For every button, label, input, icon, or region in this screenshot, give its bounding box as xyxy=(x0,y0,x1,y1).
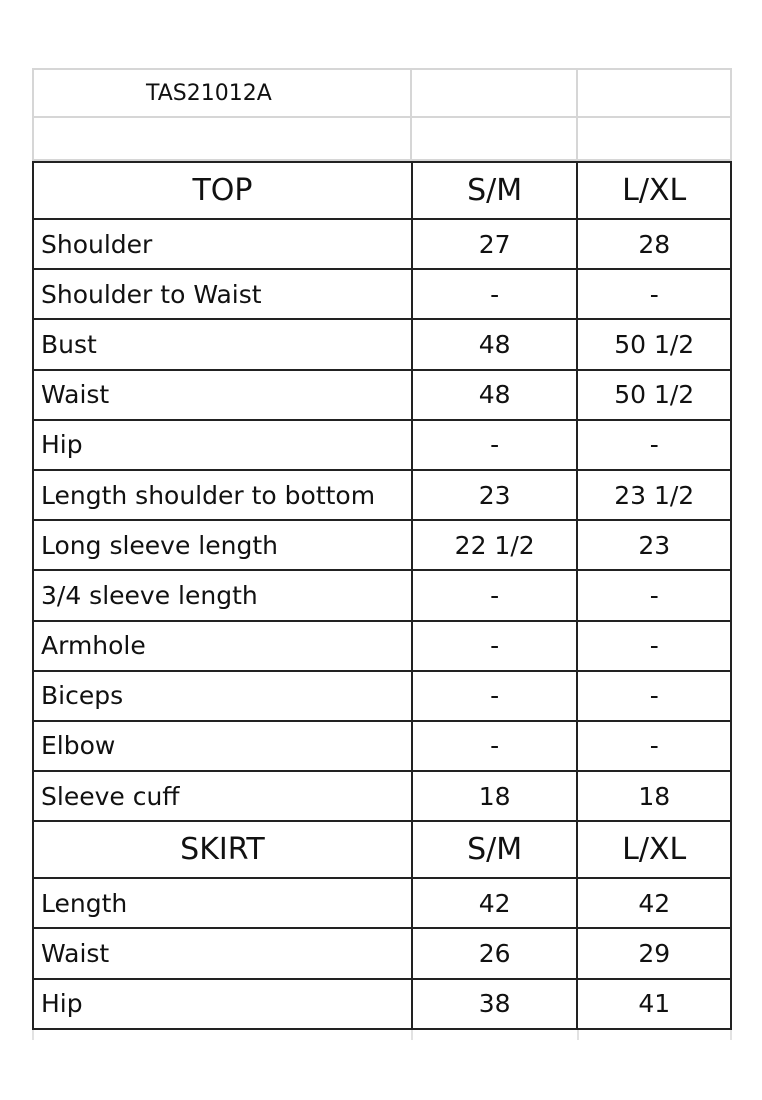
size-lxl-value[interactable]: 23 1/2 xyxy=(578,471,732,521)
size-lxl-value[interactable]: 42 xyxy=(578,879,732,929)
measurement-row xyxy=(34,571,732,621)
top-header-row xyxy=(34,163,732,220)
measurement-label[interactable]: Length shoulder to bottom xyxy=(34,471,413,521)
size-sm-value[interactable]: - xyxy=(413,421,579,471)
sheet-title-row xyxy=(32,68,732,118)
size-sm-value[interactable]: 48 xyxy=(413,320,579,370)
size-lxl-value[interactable]: - xyxy=(578,421,732,471)
measurement-label[interactable]: 3/4 sleeve length xyxy=(34,571,413,621)
size-lxl-value[interactable]: 50 1/2 xyxy=(578,320,732,370)
measurement-label[interactable]: Biceps xyxy=(34,672,413,722)
measurement-row xyxy=(34,220,732,270)
measurement-label[interactable]: Elbow xyxy=(34,722,413,772)
size-lxl-value[interactable]: - xyxy=(578,722,732,772)
measurement-label[interactable]: Bust xyxy=(34,320,413,370)
size-lxl-value[interactable]: - xyxy=(578,622,732,672)
size-lxl-value[interactable]: - xyxy=(578,571,732,621)
top-section-header[interactable]: TOP xyxy=(34,163,413,220)
grid-continuation xyxy=(577,1030,579,1040)
size-sm-value[interactable]: 22 1/2 xyxy=(413,521,579,571)
empty-cell[interactable] xyxy=(578,118,732,161)
size-lxl-value[interactable]: 41 xyxy=(578,980,732,1030)
size-sm-value[interactable]: 18 xyxy=(413,772,579,822)
measurement-row xyxy=(34,879,732,929)
size-lxl-value[interactable]: - xyxy=(578,672,732,722)
measurement-row xyxy=(34,421,732,471)
measurement-row xyxy=(34,471,732,521)
measurement-label[interactable]: Shoulder xyxy=(34,220,413,270)
measurement-label[interactable]: Hip xyxy=(34,980,413,1030)
measurement-label[interactable]: Armhole xyxy=(34,622,413,672)
measurement-row xyxy=(34,521,732,571)
measurement-row xyxy=(34,929,732,979)
measurement-label[interactable]: Long sleeve length xyxy=(34,521,413,571)
empty-cell[interactable] xyxy=(412,68,578,118)
size-sm-value[interactable]: - xyxy=(413,722,579,772)
size-sm-value[interactable]: - xyxy=(413,270,579,320)
grid-continuation xyxy=(411,1030,413,1040)
size-sm-value[interactable]: - xyxy=(413,672,579,722)
empty-cell[interactable] xyxy=(412,118,578,161)
measurement-row xyxy=(34,980,732,1030)
empty-cell[interactable] xyxy=(578,68,732,118)
size-lxl-header[interactable]: L/XL xyxy=(578,163,732,220)
measurement-table xyxy=(32,161,732,1030)
size-lxl-value[interactable]: 23 xyxy=(578,521,732,571)
measurement-row xyxy=(34,722,732,772)
size-sm-value[interactable]: 48 xyxy=(413,371,579,421)
style-code: TAS21012A xyxy=(146,80,272,106)
size-sm-value[interactable]: 38 xyxy=(413,980,579,1030)
skirt-section-header[interactable]: SKIRT xyxy=(34,822,413,879)
size-sm-header[interactable]: S/M xyxy=(413,822,579,879)
measurement-row xyxy=(34,270,732,320)
size-lxl-value[interactable]: 29 xyxy=(578,929,732,979)
measurement-row xyxy=(34,772,732,822)
measurement-row xyxy=(34,320,732,370)
measurement-label[interactable]: Shoulder to Waist xyxy=(34,270,413,320)
size-lxl-value[interactable]: 50 1/2 xyxy=(578,371,732,421)
size-sm-value[interactable]: 27 xyxy=(413,220,579,270)
size-lxl-value[interactable]: 28 xyxy=(578,220,732,270)
measurement-label[interactable]: Sleeve cuff xyxy=(34,772,413,822)
empty-grid-row xyxy=(32,118,732,161)
measurement-label[interactable]: Waist xyxy=(34,371,413,421)
size-sm-value[interactable]: 26 xyxy=(413,929,579,979)
size-sm-header[interactable]: S/M xyxy=(413,163,579,220)
measurement-row xyxy=(34,622,732,672)
size-sm-value[interactable]: 23 xyxy=(413,471,579,521)
size-chart-sheet xyxy=(32,68,732,1030)
grid-continuation xyxy=(32,1030,732,1040)
size-sm-value[interactable]: - xyxy=(413,622,579,672)
measurement-label[interactable]: Length xyxy=(34,879,413,929)
size-lxl-value[interactable]: 18 xyxy=(578,772,732,822)
measurement-label[interactable]: Waist xyxy=(34,929,413,979)
size-sm-value[interactable]: 42 xyxy=(413,879,579,929)
style-code-cell[interactable] xyxy=(32,68,412,118)
empty-cell[interactable] xyxy=(32,118,412,161)
size-sm-value[interactable]: - xyxy=(413,571,579,621)
size-lxl-value[interactable]: - xyxy=(578,270,732,320)
measurement-row xyxy=(34,371,732,421)
measurement-row xyxy=(34,672,732,722)
size-lxl-header[interactable]: L/XL xyxy=(578,822,732,879)
skirt-header-row xyxy=(34,822,732,879)
measurement-label[interactable]: Hip xyxy=(34,421,413,471)
